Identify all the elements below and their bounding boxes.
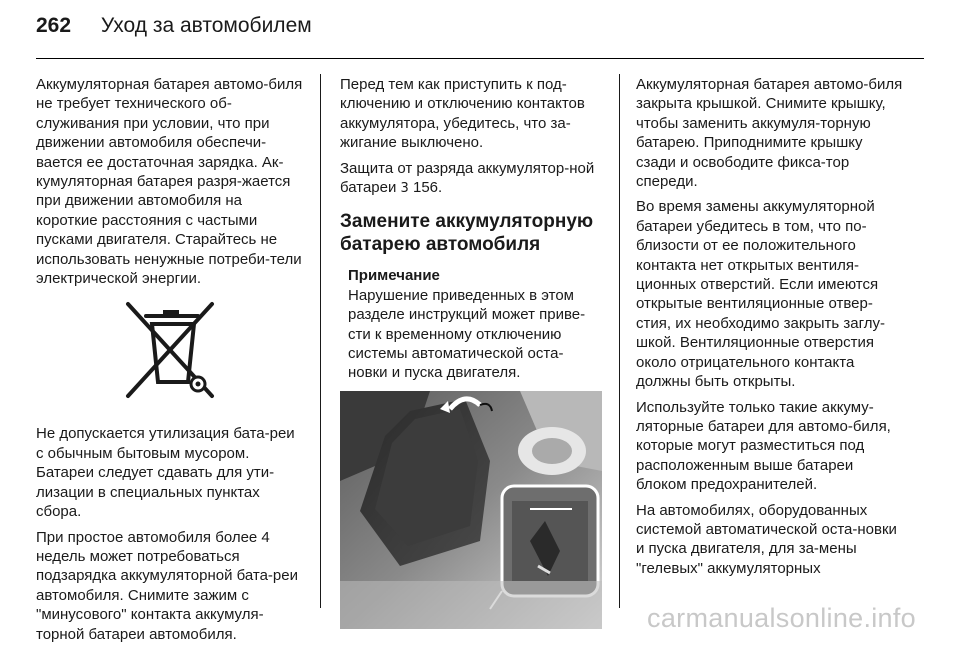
page-number: 262 bbox=[36, 14, 72, 37]
page-reference-arrow-icon: 3 bbox=[400, 181, 409, 197]
note-box bbox=[340, 266, 602, 382]
paragraph: Во время замены аккумуляторной батареи убедитесь в том, что по-близости от ее положительного контакта нет открытых вентиля-ционных отверстий. Если имеются открытые вентиляционные отвер-стия, их необходимо закрыть заглу-шкой. Вентиляционные отверстия около отрицательного контакта должны быть открыты. bbox=[636, 198, 885, 391]
paragraph: Не допускается утилизация бата-реи с обычным бытовым мусором. Батареи следует сдавать для ути-лизации в специальных пунктах сбора. bbox=[36, 425, 295, 521]
reference-page: 156. bbox=[408, 179, 443, 197]
paragraph: Используйте только такие аккуму-ляторные батареи для автомо-биля, которые могут разместиться под расположенным выше батареи блоком предохранителей. bbox=[636, 398, 891, 494]
paragraph: Перед тем как приступить к под-ключению и отключению контактов аккумулятора, убедитесь, что за-жигание выключено. bbox=[340, 76, 585, 152]
paragraph bbox=[340, 159, 602, 199]
paragraph: Аккумуляторная батарея автомо-биля закрыта крышкой. Снимите крышку, чтобы заменить аккумуля-торную батарею. Приподнимите крышку сзади и освободите фикса-тор спереди. bbox=[636, 76, 903, 191]
column-divider bbox=[619, 74, 620, 608]
page-title: Уход за автомобилем bbox=[100, 14, 312, 37]
header-rule bbox=[36, 58, 924, 59]
watermark: carmanualsonline.info bbox=[647, 603, 916, 633]
page-header bbox=[36, 14, 312, 38]
reference-text: Защита от разряда аккумулятор-ной батареи bbox=[340, 159, 595, 197]
column-left bbox=[36, 75, 304, 650]
column-middle bbox=[340, 75, 602, 629]
paragraph: Аккумуляторная батарея автомо-биля не требует технического об-служивания при условии, что при движении автомобиля обеспечи-вается ее достаточная зарядка. Ак-кумуляторная батарея разря-жается при движении автомобиля на короткие расстояния с частыми пусками двигателя. Старайтесь не использовать ненужные потреби-тели электрической энергии. bbox=[36, 76, 303, 288]
battery-cover-photo bbox=[340, 391, 602, 629]
column-divider bbox=[320, 74, 321, 608]
section-heading: Замените аккумуляторную батарею автомобиля bbox=[340, 211, 594, 256]
crossed-out-wheeled-bin-icon bbox=[114, 298, 226, 402]
paragraph: На автомобилях, оборудованных системой автоматической оста-новки и пуска двигателя, для за-мены "гелевых" аккумуляторных bbox=[636, 501, 897, 577]
note-text: Нарушение приведенных в этом разделе инструкций может приве-сти к временному отключению системы автоматической оста-новки и пуска двигателя. bbox=[348, 286, 586, 382]
paragraph: При простое автомобиля более 4 недель может потребоваться подзарядка аккумуляторной бата-реи автомобиля. Снимите зажим с "минусового" контакта аккумуля-торной батареи автомобиля. bbox=[36, 528, 298, 643]
column-right bbox=[636, 75, 904, 584]
note-title: Примечание bbox=[348, 267, 440, 285]
